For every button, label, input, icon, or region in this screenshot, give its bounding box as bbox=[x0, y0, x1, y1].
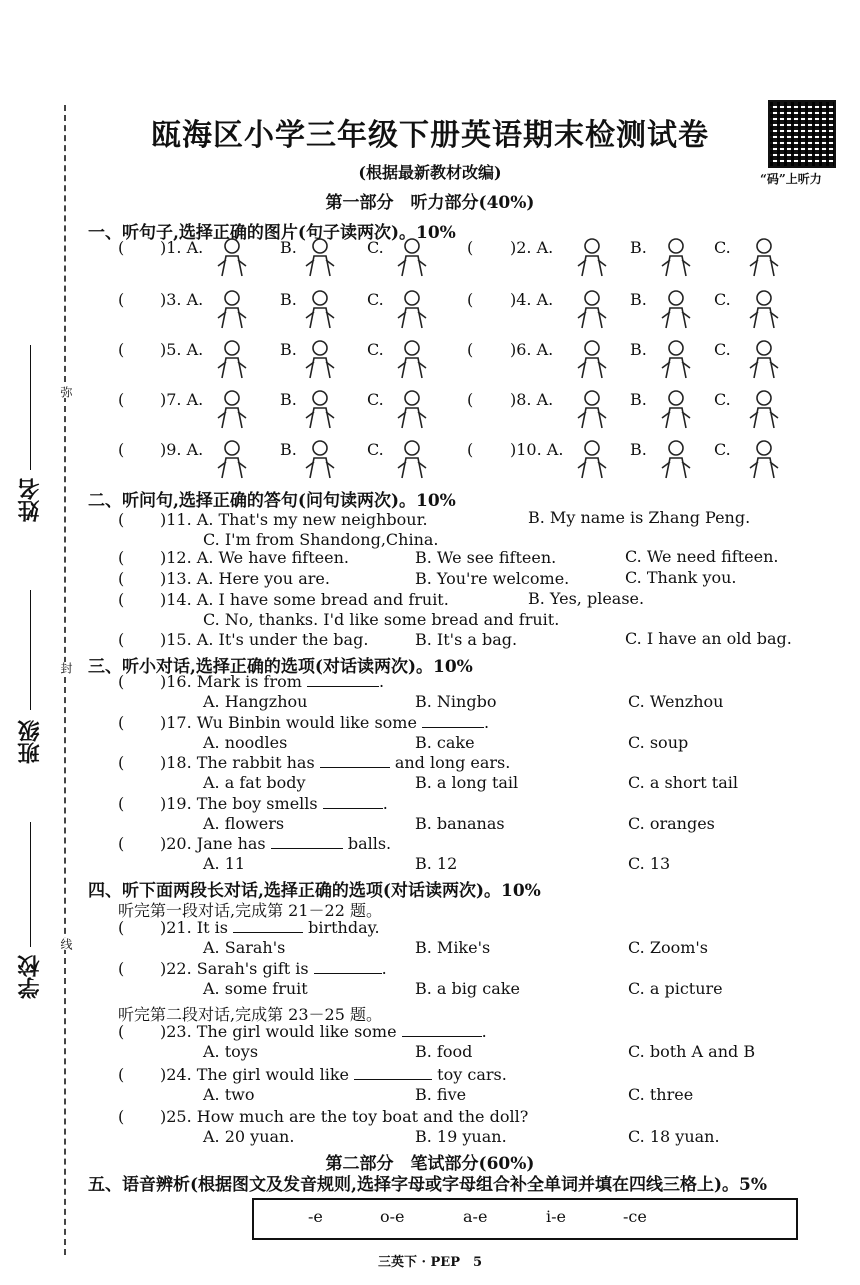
option-c: C. soup bbox=[628, 733, 689, 752]
answer-paren[interactable]: ( bbox=[118, 753, 125, 772]
kids-pair-icon[interactable] bbox=[300, 288, 340, 330]
q14-option-b: B. Yes, please. bbox=[528, 589, 645, 608]
answer-paren[interactable]: ( bbox=[118, 630, 125, 649]
question-number-option-a: )3. A. bbox=[160, 290, 204, 309]
answer-paren[interactable]: ( bbox=[467, 238, 474, 257]
option-b: B. a long tail bbox=[415, 773, 519, 792]
girl-arms-up-icon[interactable] bbox=[300, 388, 340, 430]
hero-toy-icon[interactable] bbox=[392, 388, 432, 430]
option-c-label: C. bbox=[714, 340, 731, 359]
option-b: B. 12 bbox=[415, 854, 458, 873]
question-text-end: birthday. bbox=[303, 918, 380, 937]
question-number-option-a: )1. A. bbox=[160, 238, 204, 257]
answer-paren[interactable]: ( bbox=[467, 440, 474, 459]
answer-blank[interactable] bbox=[402, 1022, 482, 1037]
option-a: A. two bbox=[203, 1085, 255, 1104]
question-stem bbox=[160, 794, 388, 813]
option-b-label: B. bbox=[630, 440, 647, 459]
answer-paren[interactable]: ( bbox=[118, 1107, 125, 1126]
answer-blank[interactable] bbox=[233, 918, 303, 933]
question-text: )24. The girl would like bbox=[160, 1065, 355, 1084]
option-b: B. Mike's bbox=[415, 938, 491, 957]
answer-paren[interactable]: ( bbox=[118, 390, 125, 409]
question-text: )21. It is bbox=[160, 918, 234, 937]
option-b-label: B. bbox=[630, 238, 647, 257]
qr-caption: “码”上听力 bbox=[760, 172, 822, 186]
q15-option-a: )15. A. It's under the bag. bbox=[160, 630, 369, 649]
table-icon[interactable] bbox=[300, 438, 340, 480]
part1-title: 第一部分 听力部分(40%) bbox=[325, 193, 535, 213]
answer-blank[interactable] bbox=[271, 834, 343, 849]
answer-paren[interactable]: ( bbox=[118, 794, 125, 813]
option-b-label: B. bbox=[280, 440, 297, 459]
question-text: )25. How much are the toy boat and the doll? bbox=[160, 1107, 529, 1126]
rabbit-icon[interactable] bbox=[656, 236, 696, 278]
question-text: )18. The rabbit has bbox=[160, 753, 320, 772]
q11-option-c: C. I'm from Shandong,China. bbox=[203, 530, 439, 549]
question-text: )22. Sarah's gift is bbox=[160, 959, 314, 978]
toy-cars-icon[interactable] bbox=[392, 338, 432, 380]
question-number-option-a: )10. A. bbox=[510, 440, 564, 459]
binding-dashed-line bbox=[64, 105, 66, 1255]
kids-waving-icon[interactable] bbox=[656, 288, 696, 330]
option-b: B. Ningbo bbox=[415, 692, 497, 711]
question-number-option-a: )9. A. bbox=[160, 440, 204, 459]
question-text-end: balls. bbox=[342, 834, 392, 853]
answer-paren[interactable]: ( bbox=[467, 290, 474, 309]
noodle-bowl-icon[interactable] bbox=[212, 338, 252, 380]
markers-icon[interactable] bbox=[744, 438, 784, 480]
qr-code-icon[interactable] bbox=[768, 100, 836, 168]
juice-glass-icon[interactable] bbox=[656, 388, 696, 430]
option-b: B. 19 yuan. bbox=[415, 1127, 507, 1146]
q15-option-b: B. It's a bag. bbox=[415, 630, 518, 649]
answer-paren[interactable]: ( bbox=[118, 238, 125, 257]
answer-paren[interactable]: ( bbox=[118, 1022, 125, 1041]
answer-paren[interactable]: ( bbox=[467, 390, 474, 409]
dog-icon[interactable] bbox=[572, 236, 612, 278]
water-bottle-icon[interactable] bbox=[572, 388, 612, 430]
box-toys-icon[interactable] bbox=[212, 438, 252, 480]
phonics-option[interactable]: -e bbox=[308, 1207, 323, 1226]
name-field[interactable] bbox=[30, 345, 31, 470]
option-c: C. Wenzhou bbox=[628, 692, 724, 711]
option-b: B. bananas bbox=[415, 814, 505, 833]
question-stem bbox=[160, 1065, 507, 1084]
option-c: C. Zoom's bbox=[628, 938, 709, 957]
option-a: A. Hangzhou bbox=[203, 692, 308, 711]
class-label: 班级 bbox=[17, 720, 43, 764]
answer-paren[interactable]: ( bbox=[467, 340, 474, 359]
option-a: A. a fat body bbox=[203, 773, 306, 792]
option-a: A. Sarah's bbox=[203, 938, 286, 957]
phonics-option[interactable]: -ce bbox=[623, 1207, 647, 1226]
q14-option-c: C. No, thanks. I'd like some bread and fruit. bbox=[203, 610, 560, 629]
q12-option-c: C. We need fifteen. bbox=[625, 547, 779, 566]
option-b: B. cake bbox=[415, 733, 475, 752]
q12-option-b: B. We see fifteen. bbox=[415, 548, 557, 567]
exam-subtitle: (根据最新教材改编) bbox=[358, 163, 502, 182]
option-c-label: C. bbox=[367, 238, 384, 257]
question-stem bbox=[160, 1107, 528, 1126]
option-c: C. 18 yuan. bbox=[628, 1127, 720, 1146]
section4-subheading-1: 听完第一段对话,完成第 21－22 题。 bbox=[118, 901, 382, 920]
phonics-option[interactable]: i-e bbox=[546, 1207, 566, 1226]
seal-mark-1: 弥 bbox=[59, 386, 73, 398]
kids-group-icon[interactable] bbox=[212, 288, 252, 330]
question-number-option-a: )7. A. bbox=[160, 390, 204, 409]
question-number-option-a: )2. A. bbox=[510, 238, 554, 257]
option-c-label: C. bbox=[714, 440, 731, 459]
name-label: 姓名 bbox=[17, 478, 43, 522]
option-b-label: B. bbox=[630, 390, 647, 409]
option-b: B. a big cake bbox=[415, 979, 520, 998]
option-b-label: B. bbox=[280, 390, 297, 409]
q13-option-c: C. Thank you. bbox=[625, 568, 737, 587]
crayons-icon[interactable] bbox=[656, 438, 696, 480]
question-number-option-a: )5. A. bbox=[160, 340, 204, 359]
question-text-end: . bbox=[481, 1022, 487, 1041]
kids-talking-icon[interactable] bbox=[392, 288, 432, 330]
answer-paren[interactable]: ( bbox=[118, 290, 125, 309]
q13-option-a: )13. A. Here you are. bbox=[160, 569, 330, 588]
question-stem bbox=[160, 753, 510, 772]
cat-icon[interactable] bbox=[744, 236, 784, 278]
school-field[interactable] bbox=[30, 822, 31, 947]
option-a: A. noodles bbox=[203, 733, 288, 752]
option-b-label: B. bbox=[630, 340, 647, 359]
seal-mark-2: 封 bbox=[59, 662, 73, 674]
answer-blank[interactable] bbox=[307, 672, 379, 687]
q15-option-c: C. I have an old bag. bbox=[625, 629, 792, 648]
answer-paren[interactable]: ( bbox=[118, 918, 125, 937]
answer-paren[interactable]: ( bbox=[118, 834, 125, 853]
option-a: A. 20 yuan. bbox=[203, 1127, 295, 1146]
option-b-label: B. bbox=[280, 290, 297, 309]
option-c: C. a picture bbox=[628, 979, 723, 998]
toy-plane-icon[interactable] bbox=[572, 338, 612, 380]
answer-paren[interactable]: ( bbox=[118, 1065, 125, 1084]
option-a: A. toys bbox=[203, 1042, 259, 1061]
answer-paren[interactable]: ( bbox=[118, 340, 125, 359]
answer-blank[interactable] bbox=[422, 713, 484, 728]
question-text: )20. Jane has bbox=[160, 834, 271, 853]
option-c-label: C. bbox=[714, 390, 731, 409]
option-b: B. five bbox=[415, 1085, 467, 1104]
teacher-icon[interactable] bbox=[392, 236, 432, 278]
answer-paren[interactable]: ( bbox=[118, 672, 125, 691]
option-c: C. both A and B bbox=[628, 1042, 756, 1061]
answer-blank[interactable] bbox=[354, 1065, 432, 1080]
option-a: A. 11 bbox=[203, 854, 246, 873]
kids-highfive-icon[interactable] bbox=[744, 288, 784, 330]
answer-paren[interactable]: ( bbox=[118, 713, 125, 732]
question-text-end: . bbox=[379, 672, 385, 691]
section4-heading: 四、听下面两段长对话,选择正确的选项(对话读两次)。10% bbox=[88, 881, 541, 901]
option-c: C. three bbox=[628, 1085, 694, 1104]
question-text-end: . bbox=[382, 794, 388, 813]
question-text: )23. The girl would like some bbox=[160, 1022, 402, 1041]
hotdog-icon[interactable] bbox=[656, 338, 696, 380]
answer-paren[interactable]: ( bbox=[118, 510, 125, 529]
section3-heading: 三、听小对话,选择正确的选项(对话读两次)。10% bbox=[88, 657, 473, 677]
option-a: A. flowers bbox=[203, 814, 285, 833]
answer-paren[interactable]: ( bbox=[118, 959, 125, 978]
question-text-end: . bbox=[381, 959, 387, 978]
answer-paren[interactable]: ( bbox=[118, 440, 125, 459]
option-c: C. oranges bbox=[628, 814, 715, 833]
pencils-icon[interactable] bbox=[572, 438, 612, 480]
girl-dress-icon[interactable] bbox=[300, 236, 340, 278]
milk-carton-icon[interactable] bbox=[744, 388, 784, 430]
fruit-pile-icon[interactable] bbox=[744, 338, 784, 380]
question-stem bbox=[160, 959, 387, 978]
question-number-option-a: )4. A. bbox=[510, 290, 554, 309]
option-b-label: B. bbox=[280, 340, 297, 359]
answer-paren[interactable]: ( bbox=[118, 548, 125, 567]
question-stem bbox=[160, 1022, 487, 1041]
phonics-options-box bbox=[252, 1198, 798, 1240]
part2-title: 第二部分 笔试部分(60%) bbox=[325, 1154, 535, 1174]
sushi-plate-icon[interactable] bbox=[300, 338, 340, 380]
option-b-label: B. bbox=[630, 290, 647, 309]
answer-paren[interactable]: ( bbox=[118, 569, 125, 588]
option-c-label: C. bbox=[367, 440, 384, 459]
question-text: )17. Wu Binbin would like some bbox=[160, 713, 423, 732]
q11-option-b: B. My name is Zhang Peng. bbox=[528, 508, 751, 527]
question-number-option-a: )8. A. bbox=[510, 390, 554, 409]
option-c: C. a short tail bbox=[628, 773, 738, 792]
phonics-option[interactable]: a-e bbox=[463, 1207, 488, 1226]
boy-pointing-icon[interactable] bbox=[212, 236, 252, 278]
kids-hands-icon[interactable] bbox=[572, 288, 612, 330]
section1-heading: 一、听句子,选择正确的图片(句子读两次)。10% bbox=[88, 223, 456, 243]
exam-title: 瓯海区小学三年级下册英语期末检测试卷 bbox=[151, 118, 709, 153]
girl-eating-icon[interactable] bbox=[212, 388, 252, 430]
q11-option-a: )11. A. That's my new neighbour. bbox=[160, 510, 428, 529]
question-number-option-a: )6. A. bbox=[510, 340, 554, 359]
option-b: B. food bbox=[415, 1042, 473, 1061]
answer-paren[interactable]: ( bbox=[118, 590, 125, 609]
option-c-label: C. bbox=[367, 290, 384, 309]
question-text: )16. Mark is from bbox=[160, 672, 307, 691]
question-stem bbox=[160, 834, 391, 853]
option-c-label: C. bbox=[367, 390, 384, 409]
question-text: )19. The boy smells bbox=[160, 794, 323, 813]
gift-box-icon[interactable] bbox=[392, 438, 432, 480]
question-stem bbox=[160, 918, 380, 937]
answer-blank[interactable] bbox=[323, 794, 383, 809]
question-stem bbox=[160, 713, 489, 732]
question-text-end: . bbox=[484, 713, 490, 732]
q13-option-b: B. You're welcome. bbox=[415, 569, 570, 588]
phonics-option[interactable]: o-e bbox=[380, 1207, 405, 1226]
class-field[interactable] bbox=[30, 590, 31, 710]
section5-heading: 五、语音辨析(根据图文及发音规则,选择字母或字母组合补全单词并填在四线三格上)。5% bbox=[88, 1175, 767, 1195]
answer-blank[interactable] bbox=[314, 959, 382, 974]
option-a: A. some fruit bbox=[203, 979, 308, 998]
option-c-label: C. bbox=[367, 340, 384, 359]
q12-option-a: )12. A. We have fifteen. bbox=[160, 548, 349, 567]
answer-blank[interactable] bbox=[320, 753, 390, 768]
section4-subheading-2: 听完第二段对话,完成第 23－25 题。 bbox=[118, 1005, 382, 1024]
question-stem bbox=[160, 672, 384, 691]
page-footer: 三英下 · PEP 5 bbox=[377, 1255, 483, 1270]
option-c: C. 13 bbox=[628, 854, 671, 873]
question-text-end: toy cars. bbox=[432, 1065, 507, 1084]
option-c-label: C. bbox=[714, 238, 731, 257]
seal-mark-3: 线 bbox=[59, 938, 73, 950]
option-b-label: B. bbox=[280, 238, 297, 257]
section2-heading: 二、听问句,选择正确的答句(问句读两次)。10% bbox=[88, 491, 456, 511]
q14-option-a: )14. A. I have some bread and fruit. bbox=[160, 590, 449, 609]
school-label: 学校 bbox=[17, 955, 43, 999]
option-c-label: C. bbox=[714, 290, 731, 309]
question-text-end: and long ears. bbox=[389, 753, 511, 772]
